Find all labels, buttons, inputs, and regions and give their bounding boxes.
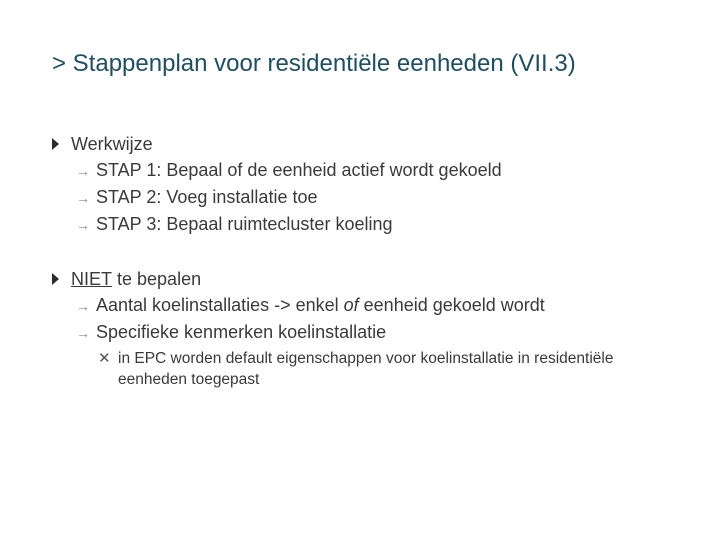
sub-list-item-text: in EPC worden default eigenschappen voor koelinstallatie in residentiële eenheden toegepast	[118, 350, 614, 388]
section-werkwijze	[52, 131, 502, 238]
arrow-bullet-icon: →	[76, 297, 90, 314]
section-heading: Werkwijze	[71, 133, 153, 154]
list-item	[52, 319, 628, 346]
list-item-text: Specifieke kenmerken koelinstallatie	[96, 322, 387, 342]
text-italic: of	[343, 295, 359, 315]
bullet-niet-te-bepalen	[52, 266, 628, 292]
arrow-bullet-icon: →	[76, 216, 90, 233]
list-item-text: STAP 1: Bepaal of de eenheid actief wordt gekoeld	[96, 160, 502, 180]
section-heading-underlined: NIET	[71, 268, 113, 289]
arrow-bullet-icon: →	[76, 189, 90, 206]
sub-list-item	[52, 348, 628, 390]
list-item	[52, 292, 628, 319]
text-after: eenheid gekoeld wordt	[358, 295, 545, 315]
list-item	[52, 157, 502, 184]
section-niet-te-bepalen	[52, 266, 628, 390]
cross-bullet-icon: ✕	[98, 350, 111, 367]
list-item-text: STAP 2: Voeg installatie toe	[96, 187, 318, 207]
list-item	[52, 211, 502, 238]
list-item	[52, 184, 502, 211]
list-item-text	[96, 295, 545, 316]
arrow-bullet-icon: →	[76, 162, 90, 179]
text-before: Aantal koelinstallaties -> enkel	[96, 295, 344, 315]
list-item-text: STAP 3: Bepaal ruimtecluster koeling	[96, 214, 393, 234]
arrow-bullet-icon: →	[76, 324, 90, 341]
section-heading-rest: te bepalen	[112, 268, 202, 289]
bullet-werkwijze	[52, 131, 502, 157]
triangle-bullet-icon	[52, 273, 59, 285]
triangle-bullet-icon	[52, 138, 59, 150]
slide-title: > Stappenplan voor residentiële eenheden (VII.3)	[52, 50, 576, 77]
